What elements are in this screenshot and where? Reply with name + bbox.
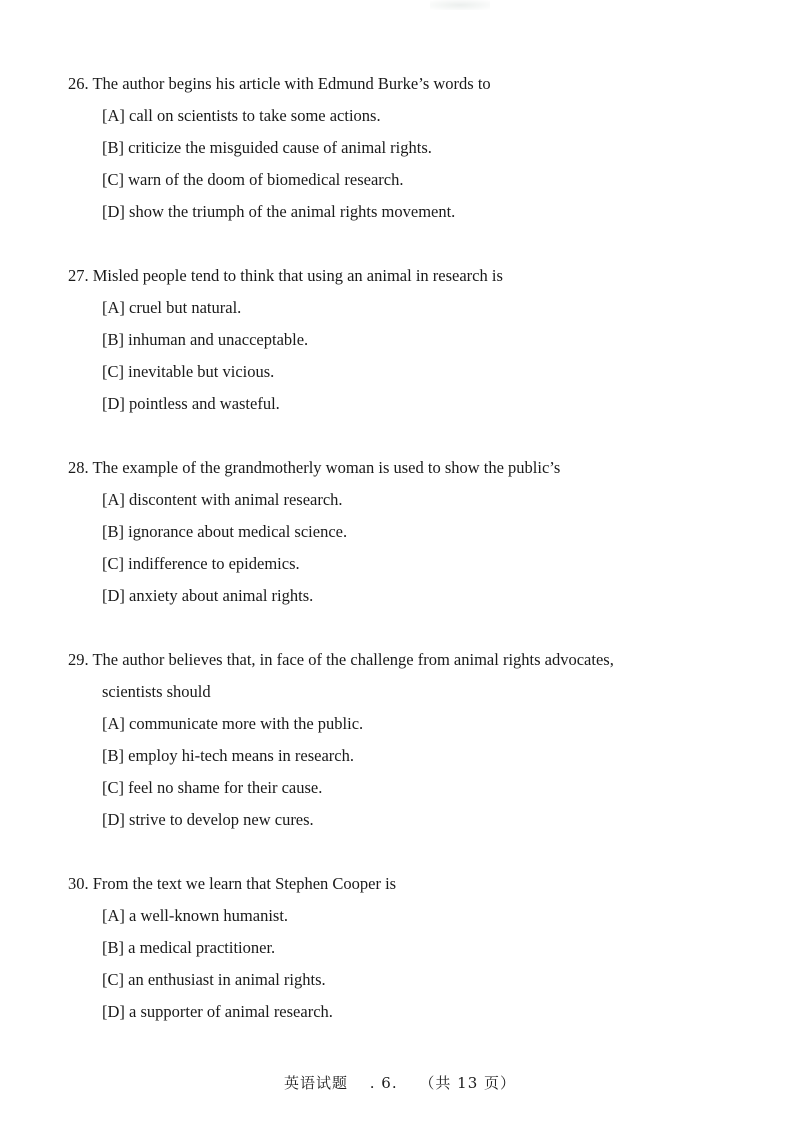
option-c: [C] feel no shame for their cause. bbox=[102, 778, 323, 797]
question-stem-line2: scientists should bbox=[102, 682, 211, 701]
scan-smudge bbox=[430, 0, 490, 10]
question-stem-line1: 29. The author believes that, in face of the challenge from animal rights advocates, bbox=[68, 650, 614, 669]
question-30 bbox=[68, 868, 728, 1028]
page-footer bbox=[0, 1072, 800, 1093]
option-list bbox=[68, 484, 728, 612]
option-b: [B] criticize the misguided cause of animal rights. bbox=[102, 138, 432, 157]
option-list bbox=[68, 900, 728, 1028]
option-a: [A] call on scientists to take some actions. bbox=[102, 106, 381, 125]
option-c: [C] an enthusiast in animal rights. bbox=[102, 970, 326, 989]
option-list bbox=[68, 100, 728, 228]
option-d: [D] strive to develop new cures. bbox=[102, 810, 314, 829]
footer-subject: 英语试题 bbox=[283, 1074, 348, 1092]
question-29 bbox=[68, 644, 728, 836]
question-stem: 28. The example of the grandmotherly woman is used to show the public’s bbox=[68, 458, 561, 477]
question-stem bbox=[68, 644, 728, 708]
question-stem: 27. Misled people tend to think that using an animal in research is bbox=[68, 266, 503, 285]
option-a: [A] discontent with animal research. bbox=[102, 490, 343, 509]
option-a: [A] cruel but natural. bbox=[102, 298, 242, 317]
option-list bbox=[68, 292, 728, 420]
option-list bbox=[68, 708, 728, 836]
question-stem: 30. From the text we learn that Stephen Cooper is bbox=[68, 874, 397, 893]
option-b: [B] employ hi-tech means in research. bbox=[102, 746, 354, 765]
option-d: [D] a supporter of animal research. bbox=[102, 1002, 333, 1021]
option-a: [A] communicate more with the public. bbox=[102, 714, 364, 733]
question-28 bbox=[68, 452, 728, 612]
question-stem: 26. The author begins his article with Edmund Burke’s words to bbox=[68, 74, 491, 93]
option-d: [D] anxiety about animal rights. bbox=[102, 586, 314, 605]
footer-page-number: . 6. bbox=[369, 1074, 398, 1092]
question-27 bbox=[68, 260, 728, 420]
option-c: [C] warn of the doom of biomedical research. bbox=[102, 170, 404, 189]
option-c: [C] indifference to epidemics. bbox=[102, 554, 300, 573]
option-b: [B] inhuman and unacceptable. bbox=[102, 330, 309, 349]
option-d: [D] show the triumph of the animal rights movement. bbox=[102, 202, 456, 221]
option-a: [A] a well-known humanist. bbox=[102, 906, 289, 925]
option-b: [B] a medical practitioner. bbox=[102, 938, 276, 957]
option-d: [D] pointless and wasteful. bbox=[102, 394, 280, 413]
footer-total-pages: （共 13 页） bbox=[419, 1074, 517, 1092]
question-26 bbox=[68, 68, 728, 228]
option-b: [B] ignorance about medical science. bbox=[102, 522, 348, 541]
option-c: [C] inevitable but vicious. bbox=[102, 362, 275, 381]
